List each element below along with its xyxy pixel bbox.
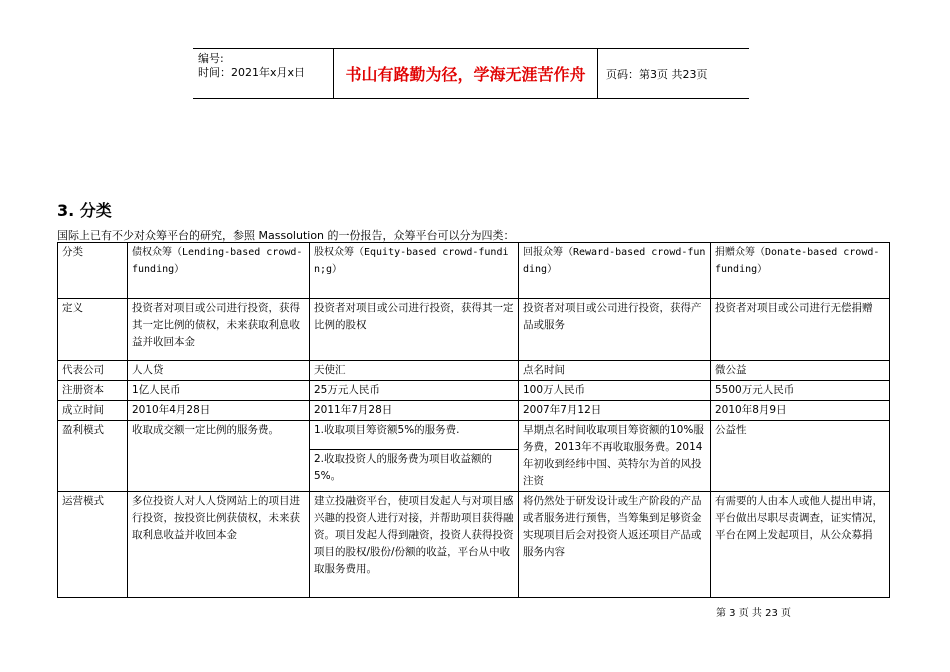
table-cell: 有需要的人由本人或他人提出申请，平台做出尽职尽责调查，证实情况，平台在网上发起项目，从公众募捐: [711, 492, 890, 598]
table-cell: 2010年8月9日: [711, 401, 890, 421]
table-cell: 1.收取项目筹资额5%的服务费.: [310, 421, 519, 450]
table-cell: 收取成交额一定比例的服务费。: [128, 421, 310, 492]
header-cell: 分类: [58, 243, 128, 299]
table-cell: 100万人民币: [519, 381, 711, 401]
header-motto: 书山有路勤为径，学海无涯苦作舟: [334, 49, 598, 98]
number-label: 编号:: [198, 52, 224, 65]
table-cell: 2011年7月28日: [310, 401, 519, 421]
table-row: [58, 492, 890, 598]
table-row: [58, 361, 890, 381]
row-label: 盈利模式: [58, 421, 128, 492]
classification-table: [57, 242, 890, 598]
page-footer: 第 3 页 共 23 页: [716, 608, 791, 619]
row-label: 成立时间: [58, 401, 128, 421]
header-cell: 回报众筹（Reward-based crowd-funding）: [519, 243, 711, 299]
table-row: [58, 401, 890, 421]
section-intro: 国际上已有不少对众筹平台的研究，参照 Massolution 的一份报告，众筹平台可以分为四类：: [57, 229, 515, 242]
header-cell: 债权众筹（Lending-based crowd-funding）: [128, 243, 310, 299]
row-label: 运营模式: [58, 492, 128, 598]
table-cell: 多位投资人对人人贷网站上的项目进行投资，按投资比例获债权，未来获取利息收益并收回本金: [128, 492, 310, 598]
table-cell: 25万元人民币: [310, 381, 519, 401]
time-label: 时间：2021年x月x日: [198, 66, 306, 79]
table-cell: 1亿人民币: [128, 381, 310, 401]
table-cell: 投资者对项目或公司进行投资，获得其一定比例的股权: [310, 299, 519, 361]
table-cell: 投资者对项目或公司进行投资，获得产品或服务: [519, 299, 711, 361]
header-page-label: 页码：第3页 共23页: [606, 67, 708, 81]
page-header: [193, 48, 749, 99]
table-cell: 2010年4月28日: [128, 401, 310, 421]
row-label: 定义: [58, 299, 128, 361]
table-cell: 投资者对项目或公司进行无偿捐赠: [711, 299, 890, 361]
table-cell: 公益性: [711, 421, 890, 492]
table-cell: 建立投融资平台，使项目发起人与对项目感兴趣的投资人进行对接，并帮助项目获得融资。项目发起人得到融资，投资人获得投资项目的股权/股份/份额的收益，平台从中收取服务费用。: [310, 492, 519, 598]
row-label: 注册资本: [58, 381, 128, 401]
header-info-cell: [193, 49, 334, 98]
table-cell: 2007年7月12日: [519, 401, 711, 421]
header-cell: 股权众筹（Equity-based crowd-fundin;g）: [310, 243, 519, 299]
table-row: [58, 381, 890, 401]
table-cell: 2.收取投资人的服务费为项目收益额的5%。: [310, 450, 519, 492]
table-row: [58, 299, 890, 361]
table-cell: 早期点名时间收取项目筹资额的10%服务费，2013年不再收取服务费。2014年初收到经纬中国、英特尔为首的风投注资: [519, 421, 711, 492]
table-cell: 投资者对项目或公司进行投资，获得其一定比例的债权，未来获取利息收益并收回本金: [128, 299, 310, 361]
table-cell: 人人贷: [128, 361, 310, 381]
table-cell: 将仍然处于研发设计或生产阶段的产品或者服务进行预售，当筹集到足够资金实现项目后会对投资人返还项目产品或服务内容: [519, 492, 711, 598]
table-row: [58, 421, 890, 450]
section-title: 3. 分类: [57, 201, 112, 220]
table-header-row: [58, 243, 890, 299]
table-cell: 点名时间: [519, 361, 711, 381]
row-label: 代表公司: [58, 361, 128, 381]
table-cell: 5500万元人民币: [711, 381, 890, 401]
header-cell: 捐赠众筹（Donate-based crowd-funding）: [711, 243, 890, 299]
table-cell: 微公益: [711, 361, 890, 381]
table-cell: 天使汇: [310, 361, 519, 381]
